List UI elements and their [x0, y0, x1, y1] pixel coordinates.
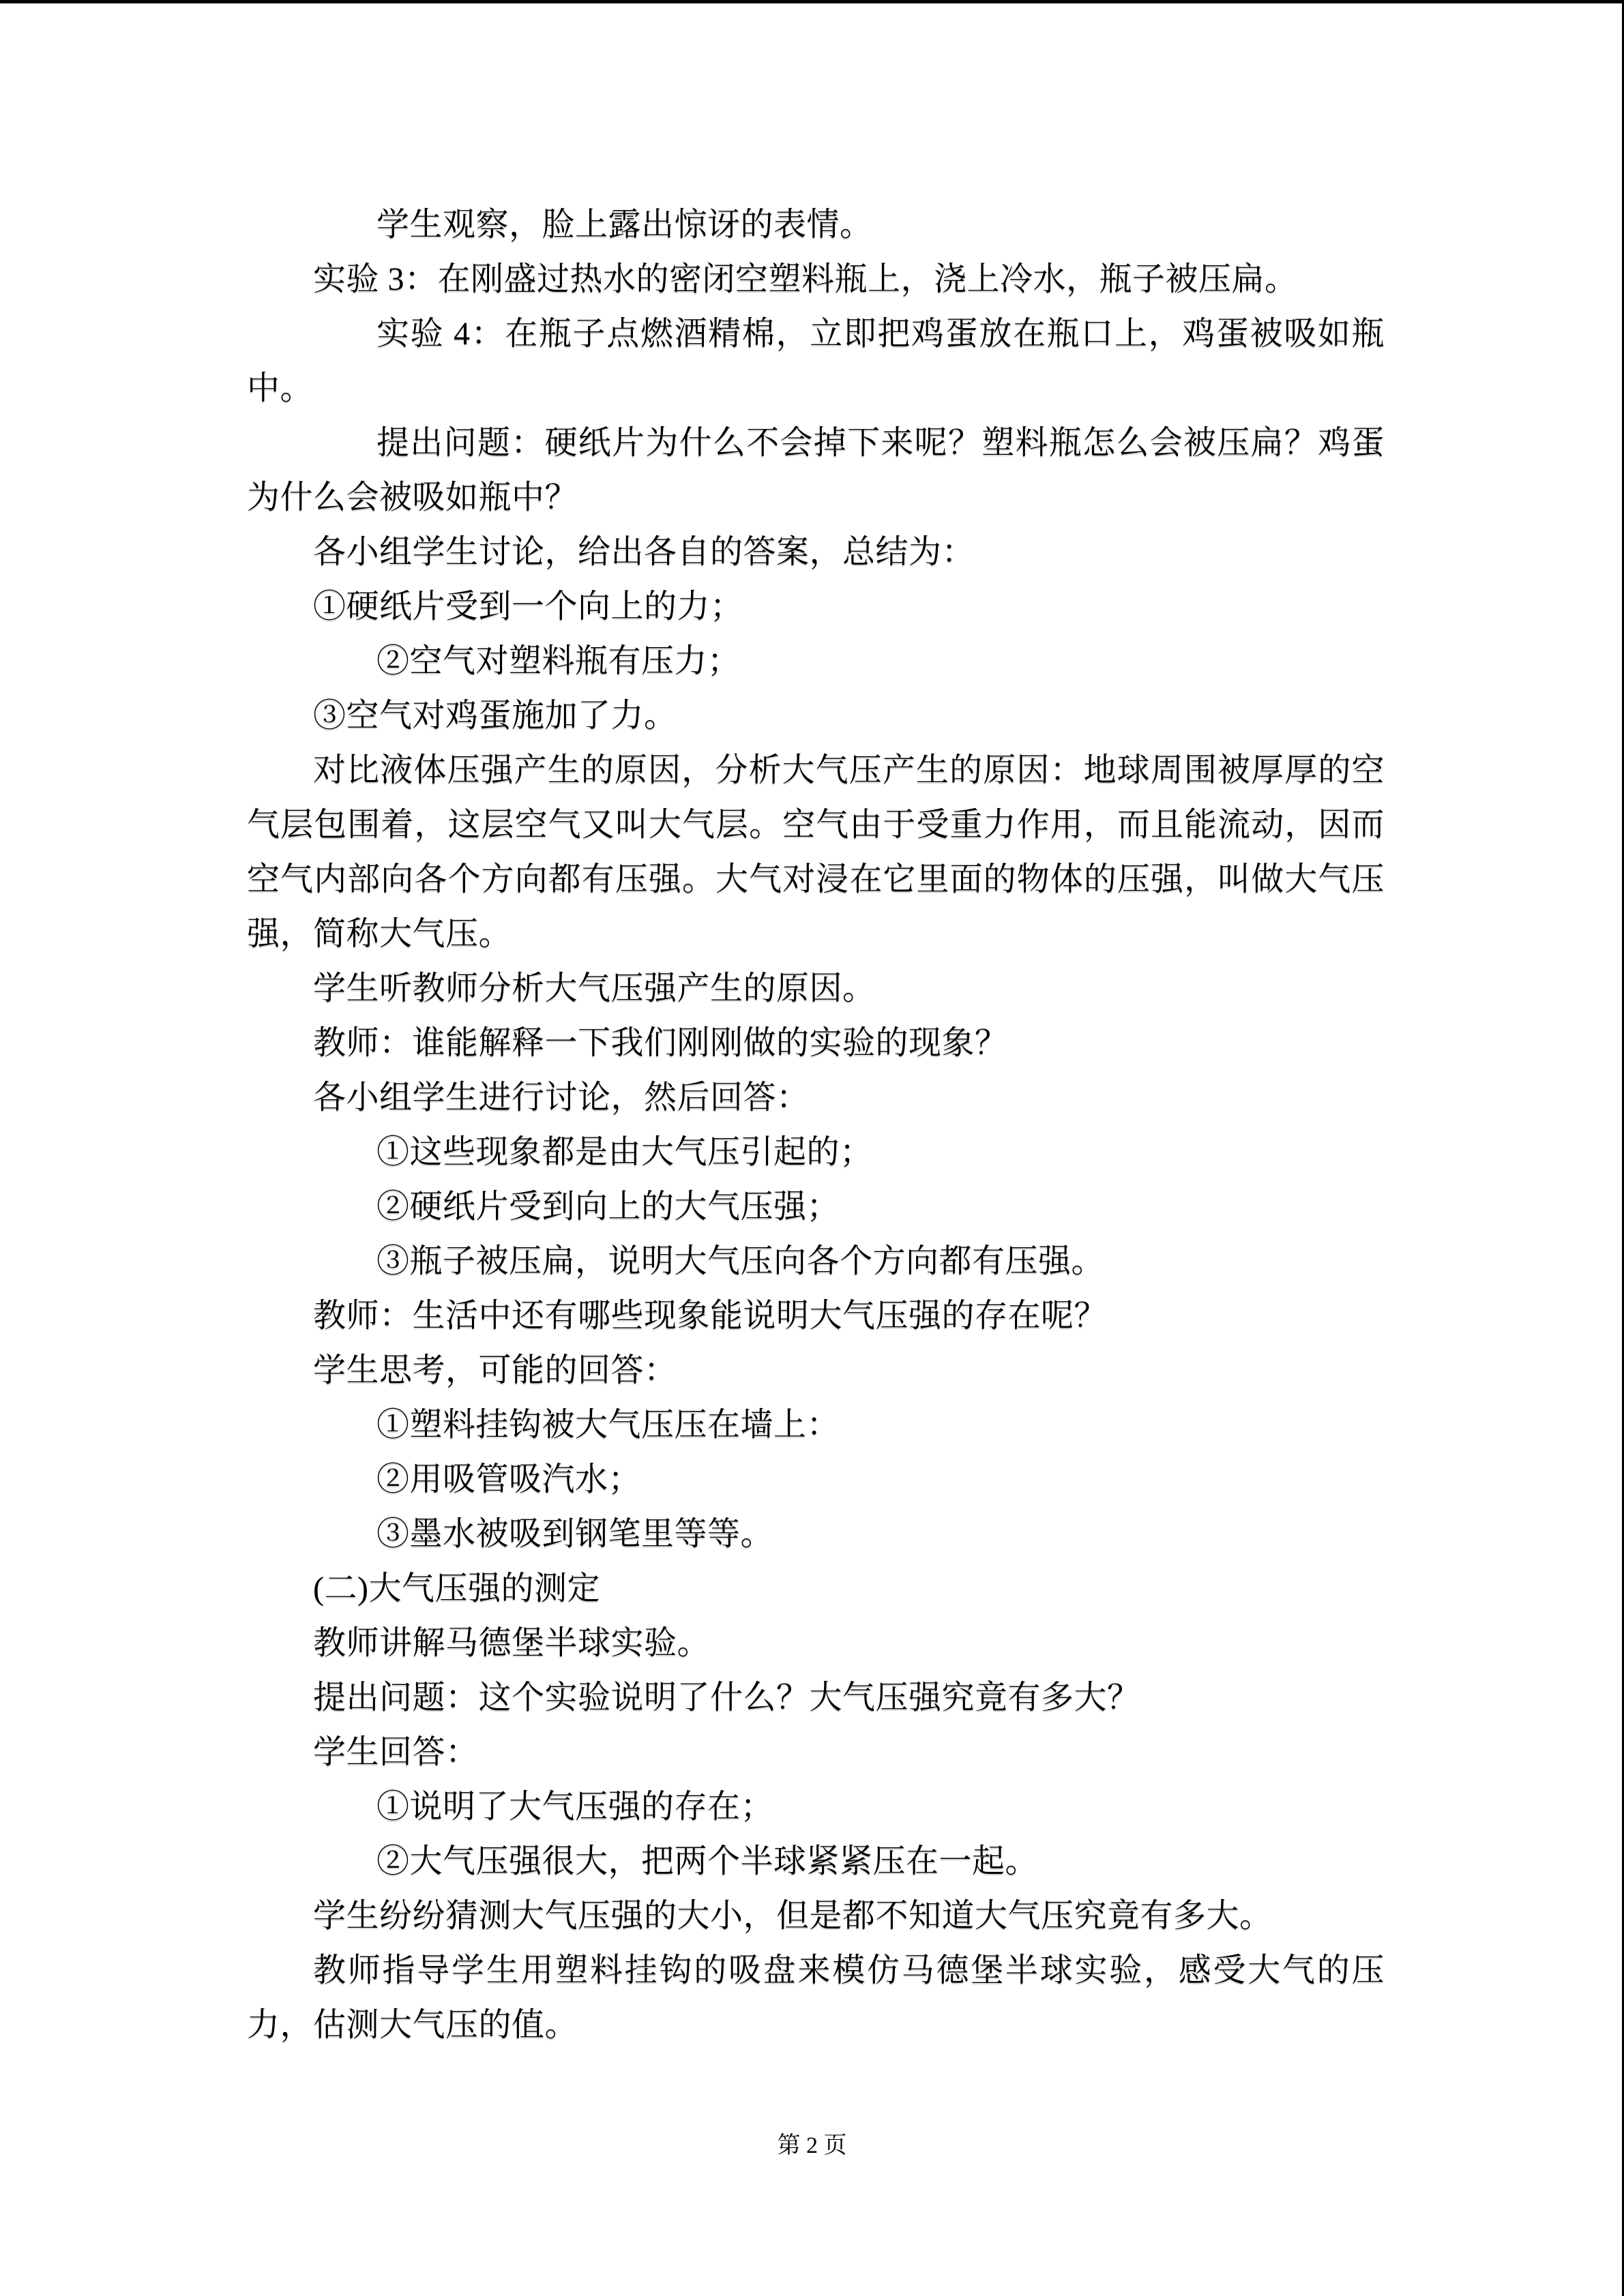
text-line: 力，估测大气压的值。: [247, 2007, 578, 2043]
text-line: 学生听教师分析大气压强产生的原因。: [313, 970, 876, 1007]
text-line: 实验 4：在瓶子点燃酒精棉，立即把鸡蛋放在瓶口上，鸡蛋被吸如瓶: [377, 316, 1385, 352]
page-number: 第 2 页: [777, 2133, 847, 2158]
text-line: ①这些现象都是由大气压引起的；: [377, 1134, 873, 1170]
text-line: 气层包围着，这层空气又叫大气层。空气由于受重力作用，而且能流动，因而: [247, 807, 1385, 843]
text-line: 提出问题：硬纸片为什么不会掉下来呢？塑料瓶怎么会被压扁？鸡蛋: [377, 425, 1385, 461]
text-line: 空气内部向各个方向都有压强。大气对浸在它里面的物体的压强，叫做大气压: [247, 861, 1385, 897]
text-line: 对比液体压强产生的原因，分析大气压产生的原因：地球周围被厚厚的空: [313, 752, 1385, 788]
text-line: 教师讲解马德堡半球实验。: [313, 1625, 711, 1661]
text-line: ①塑料挂钩被大气压压在墙上：: [377, 1407, 840, 1443]
top-border-line: [0, 0, 1624, 3]
text-line: ②大气压强很大，把两个半球紧紧压在一起。: [377, 1843, 1039, 1879]
text-line: 各小组学生进行讨论，然后回答：: [313, 1079, 810, 1116]
text-line: 教师：生活中还有哪些现象能说明大气压强的存在呢？: [313, 1298, 1108, 1334]
text-line: ①硬纸片受到一个向上的力；: [313, 588, 743, 625]
page-footer: [0, 2132, 1624, 2160]
text-line: 学生回答：: [313, 1734, 479, 1770]
text-line: 学生思考，可能的回答：: [313, 1352, 677, 1388]
text-line: ②用吸管吸汽水；: [377, 1461, 642, 1497]
text-line: 学生纷纷猜测大气压强的大小，但是都不知道大气压究竟有多大。: [313, 1898, 1273, 1934]
text-line: 强，简称大气压。: [247, 916, 512, 952]
text-line: ②硬纸片受到向上的大气压强；: [377, 1189, 840, 1225]
text-line: 教师指导学生用塑料挂钩的吸盘来模仿马德堡半球实验，感受大气的压: [313, 1952, 1385, 1988]
text-line: ③墨水被吸到钢笔里等等。: [377, 1516, 774, 1552]
text-line: 为什么会被吸如瓶中？: [247, 479, 578, 516]
text-line: ③空气对鸡蛋施加了力。: [313, 698, 677, 734]
text-line: 各小组学生讨论，给出各自的答案，总结为：: [313, 534, 975, 570]
text-line: (二)大气压强的测定: [313, 1570, 600, 1607]
text-line: 实验 3：在刚盛过热水的密闭空塑料瓶上，浇上冷水，瓶子被压扁。: [313, 261, 1298, 297]
text-line: 中。: [247, 370, 314, 406]
text-line: 学生观察，脸上露出惊讶的表情。: [377, 207, 873, 243]
text-line: 教师：谁能解释一下我们刚刚做的实验的现象？: [313, 1025, 1008, 1061]
text-line: ①说明了大气压强的存在；: [377, 1789, 774, 1825]
lesson-plan-text: [247, 198, 1385, 2053]
text-line: 提出问题：这个实验说明了什么？大气压强究竟有多大？: [313, 1680, 1140, 1716]
text-line: ③瓶子被压扁，说明大气压向各个方向都有压强。: [377, 1243, 1105, 1279]
text-line: ②空气对塑料瓶有压力；: [377, 643, 741, 679]
